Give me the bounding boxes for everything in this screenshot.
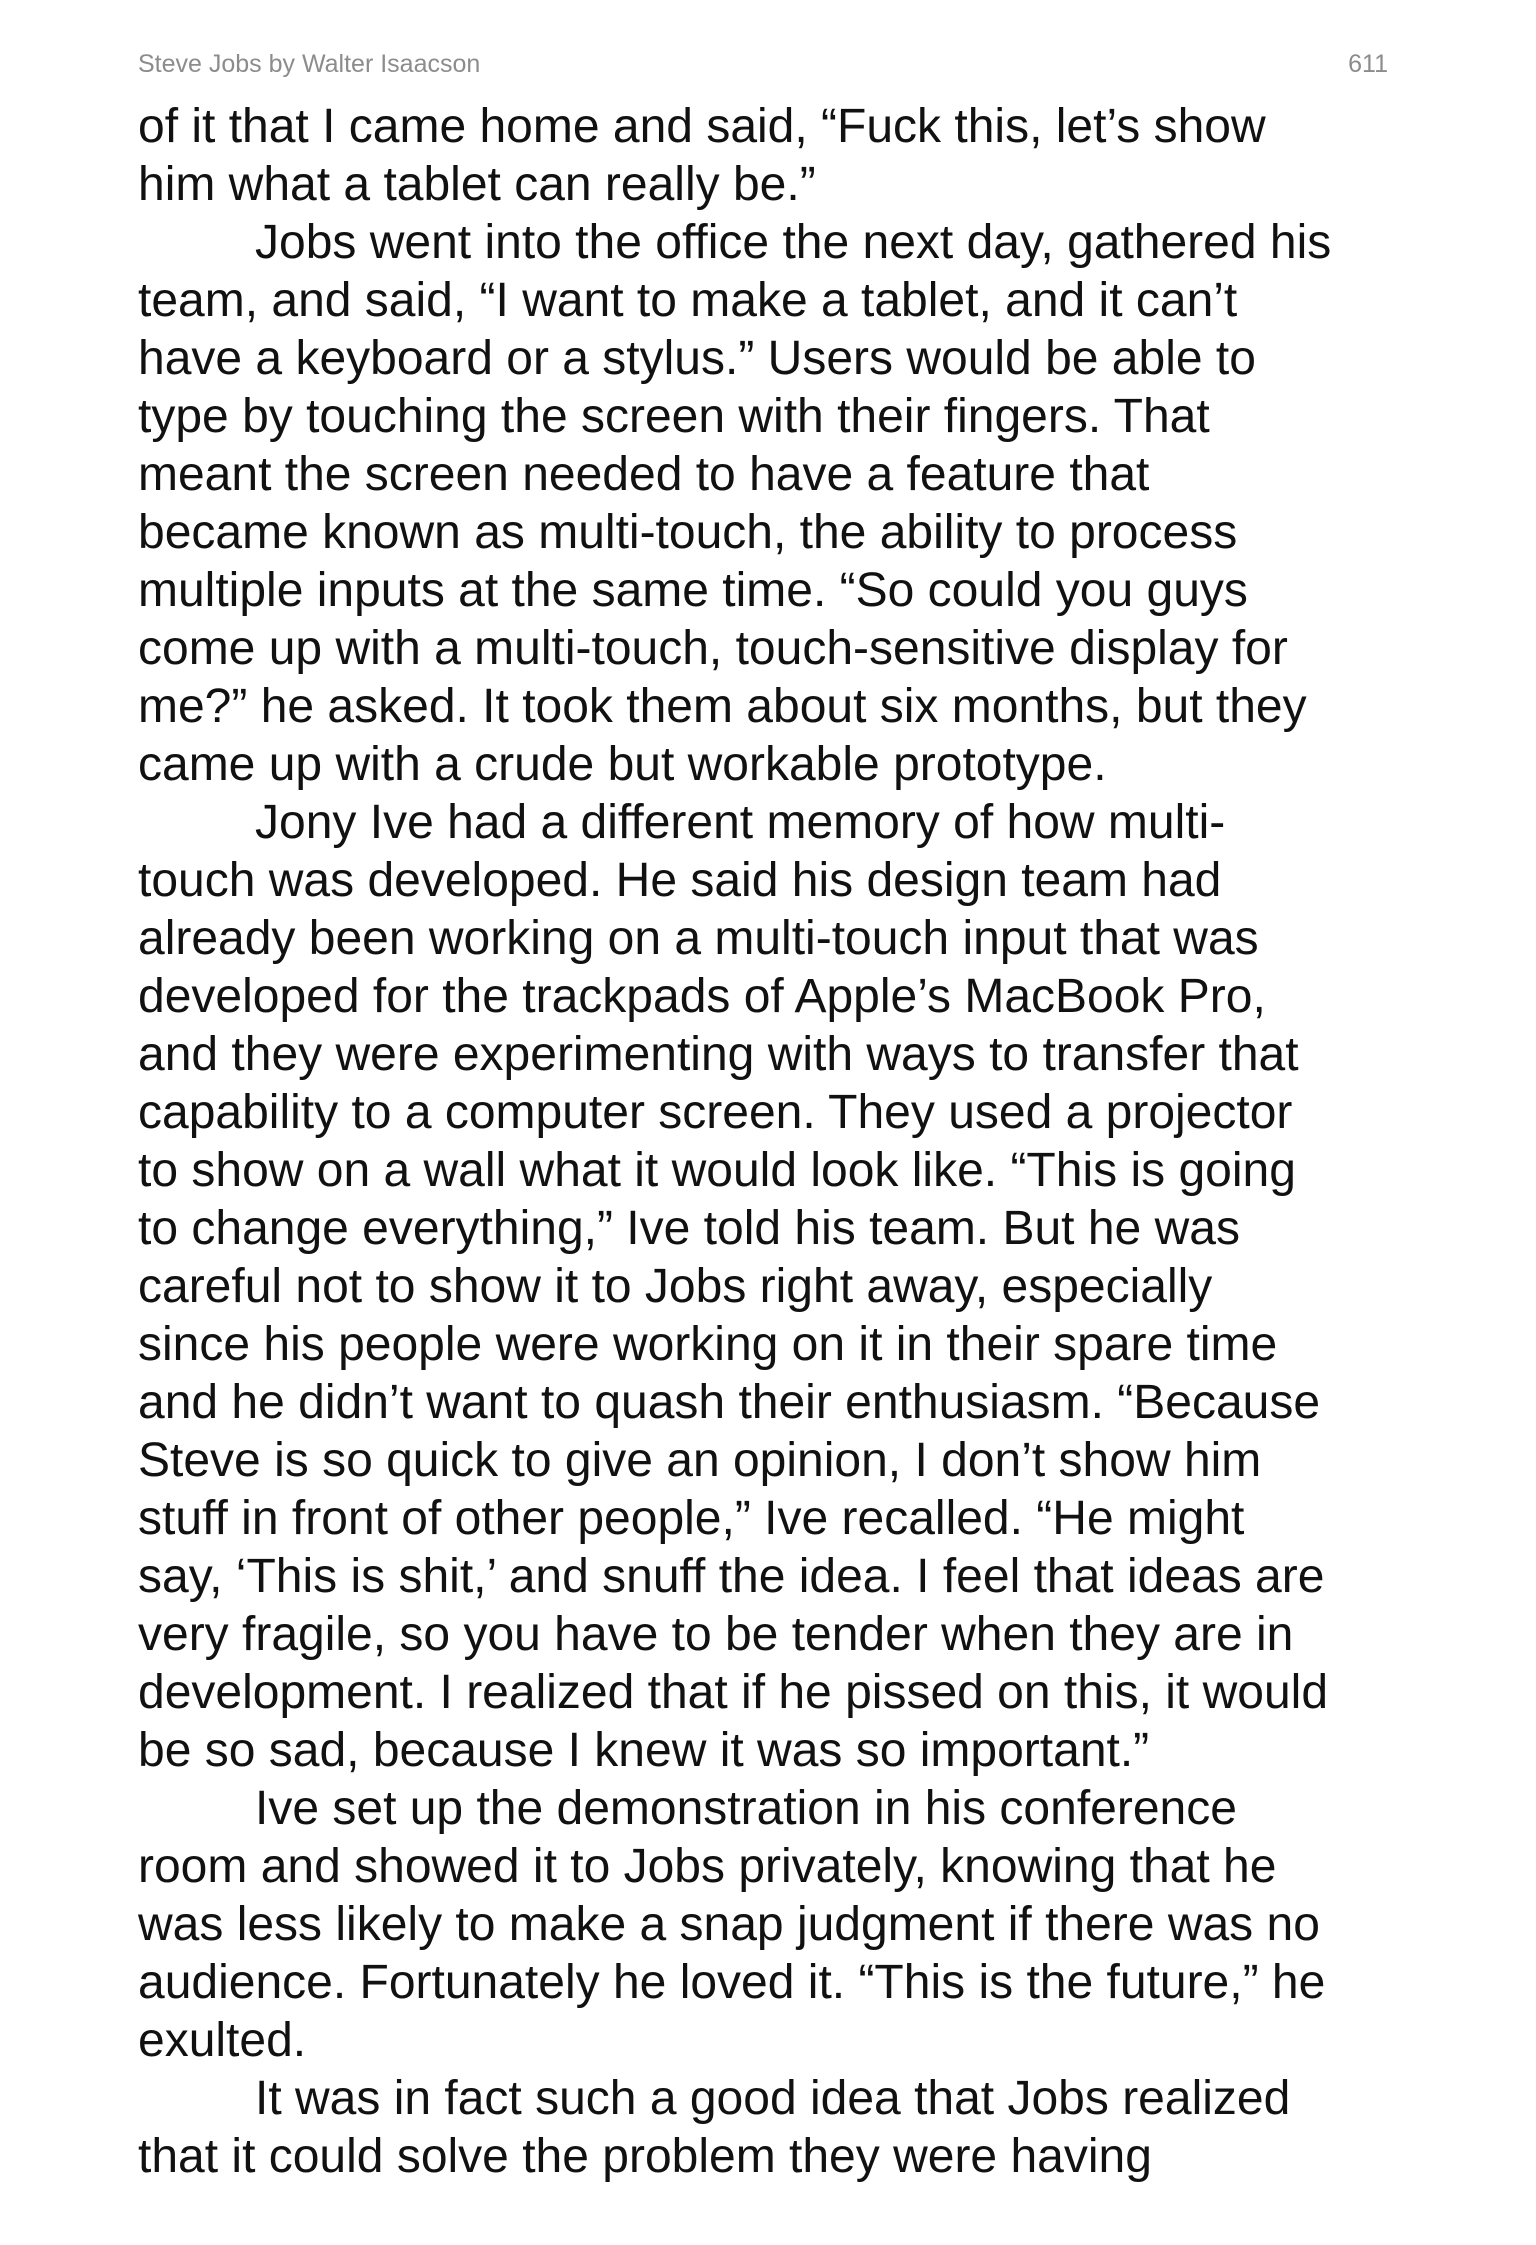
text-line: developed for the trackpads of Apple’s MacBook Pro, (138, 970, 1266, 1023)
text-line: stuff in front of other people,” Ive recalled. “He might (138, 1492, 1245, 1545)
text-line: be so sad, because I knew it was so important.” (138, 1724, 1150, 1777)
page-number: 611 (1348, 50, 1388, 78)
text-line: to change everything,” Ive told his team. But he was (138, 1202, 1240, 1255)
body-text (138, 98, 1393, 2186)
text-line: development. I realized that if he pissed on this, it would (138, 1666, 1329, 1719)
text-line: of it that I came home and said, “Fuck this, let’s show (138, 100, 1266, 153)
text-line: exulted. (138, 2014, 307, 2067)
text-line: that it could solve the problem they were having (138, 2130, 1152, 2183)
text-line: Jony Ive had a different memory of how multi- (255, 796, 1226, 849)
text-line: came up with a crude but workable prototype. (138, 738, 1107, 791)
text-line: come up with a multi-touch, touch-sensitive display for (138, 622, 1288, 675)
text-line: since his people were working on it in their spare time (138, 1318, 1278, 1371)
text-line: Jobs went into the office the next day, gathered his (255, 216, 1332, 269)
text-line: type by touching the screen with their fingers. That (138, 390, 1210, 443)
text-line: team, and said, “I want to make a tablet, and it can’t (138, 274, 1238, 327)
text-line: was less likely to make a snap judgment if there was no (138, 1898, 1320, 1951)
text-line: already been working on a multi-touch input that was (138, 912, 1259, 965)
text-line: became known as multi-touch, the ability to process (138, 506, 1238, 559)
text-line: to show on a wall what it would look like. “This is going (138, 1144, 1296, 1197)
text-line: room and showed it to Jobs privately, knowing that he (138, 1840, 1277, 1893)
text-line: multiple inputs at the same time. “So could you guys (138, 564, 1248, 617)
text-line: very fragile, so you have to be tender when they are in (138, 1608, 1294, 1661)
text-line: and they were experimenting with ways to transfer that (138, 1028, 1299, 1081)
text-line: capability to a computer screen. They used a projector (138, 1086, 1293, 1139)
text-line: me?” he asked. It took them about six months, but they (138, 680, 1307, 733)
text-line: Ive set up the demonstration in his conference (255, 1782, 1237, 1835)
text-line: have a keyboard or a stylus.” Users would be able to (138, 332, 1256, 385)
text-line: touch was developed. He said his design team had (138, 854, 1222, 907)
text-line: audience. Fortunately he loved it. “This is the future,” he (138, 1956, 1326, 2009)
text-line: say, ‘This is shit,’ and snuff the idea. I feel that ideas are (138, 1550, 1325, 1603)
text-line: him what a tablet can really be.” (138, 158, 816, 211)
text-line: It was in fact such a good idea that Jobs realized (255, 2072, 1291, 2125)
text-line: and he didn’t want to quash their enthusiasm. “Because (138, 1376, 1321, 1429)
text-line: Steve is so quick to give an opinion, I don’t show him (138, 1434, 1262, 1487)
running-header (138, 50, 1388, 84)
text-line: careful not to show it to Jobs right away, especially (138, 1260, 1213, 1313)
text-line: meant the screen needed to have a feature that (138, 448, 1150, 501)
book-title: Steve Jobs by Walter Isaacson (138, 50, 481, 78)
